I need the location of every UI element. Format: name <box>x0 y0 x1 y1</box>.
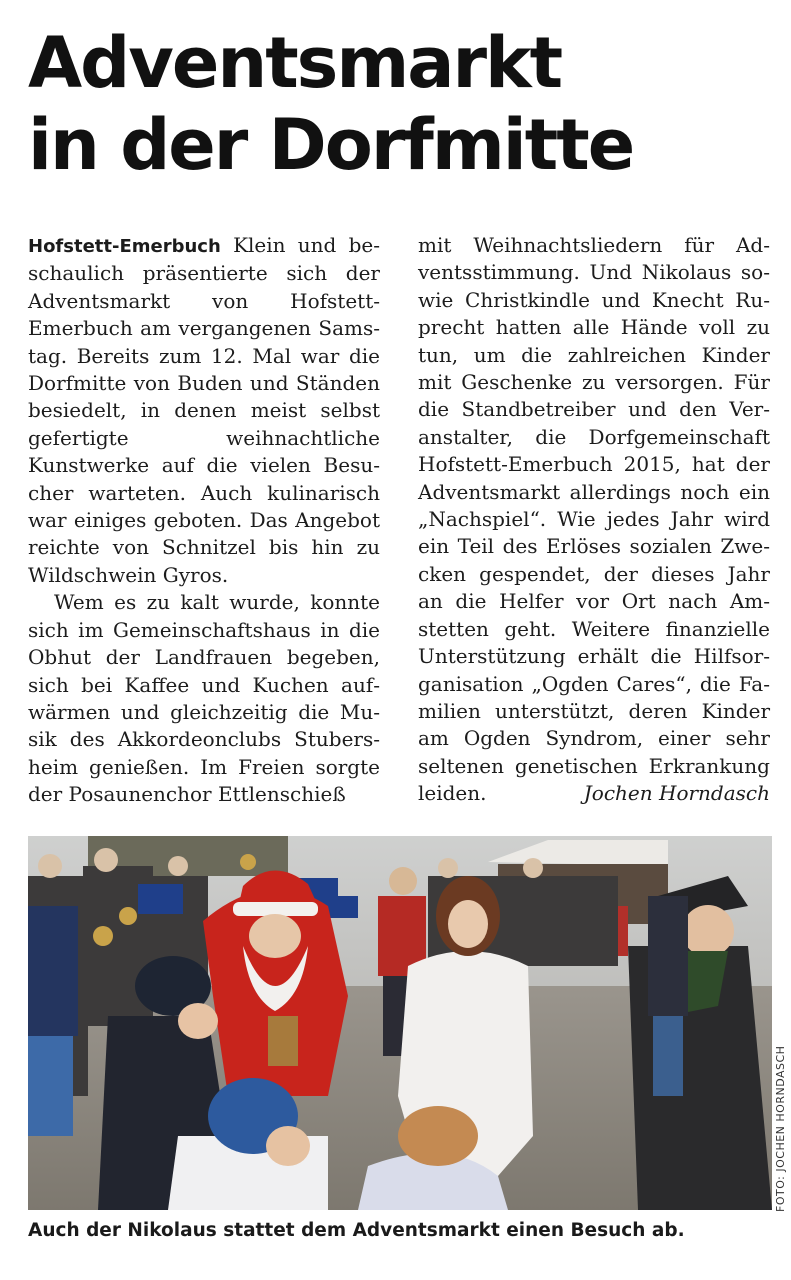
photo-illustration <box>28 836 772 1210</box>
headline-line-2: in der Dorfmitte <box>28 104 634 186</box>
paragraph-1-text: Klein und beschaulich präsentierte sich der Adventsmarkt von Hofstett-Emerbuch am vergangenen Samstag. Bereits zum 12. Mal war die Dorfmitte von Buden und Ständen besiedelt, in denen meist selbst gefertigte weihnachtliche Kunstwerke auf die vielen Besucher warteten. Auch kulinarisch war einiges geboten. Das Angebot reichte von Schnitzel bis hin zu Wildschwein Gyros. <box>28 233 380 587</box>
dateline: Hofstett-Emerbuch <box>28 236 221 257</box>
paragraph-2-text-b: mit Weihnachtsliedern für Adventsstimmung. Und Nikolaus sowie Christkindle und Knecht Ruprecht hatten alle Hände voll zu tun, um die zahlreichen Kinder mit Geschenke zu versorgen. Für die Standbetreiber und den Veranstalter, die Dorfgemeinschaft Hofstett-Emerbuch 2015, hat der Adventsmarkt allerdings noch ein „Nachspiel“. Wie jedes Jahr wird ein Teil des Erlöses sozialen Zwecken gespendet, der dieses Jahr an die Helfer vor Ort nach Amstetten geht. Weitere finanzielle Unterstützung erhält die Hilfsorganisation „Ogden Cares“, die Familien unterstützt, deren Kinder am Ogden Syndrom, einer sehr seltenen genetischen Erkrankung leiden. <box>418 233 770 806</box>
paragraph-2-part-2 <box>418 232 770 808</box>
headline-line-1: Adventsmarkt <box>28 22 562 104</box>
paragraph-2-part-1 <box>28 589 380 808</box>
author-byline: Jochen Horndasch <box>583 781 770 806</box>
paragraph-1 <box>28 232 380 589</box>
headline <box>28 22 768 186</box>
article-column-left <box>28 232 380 809</box>
photo-credit: FOTO: JOCHEN HORNDASCH <box>774 1045 787 1212</box>
article-column-right <box>418 232 770 808</box>
article-photo <box>28 836 772 1210</box>
paragraph-2-text-a: Wem es zu kalt wurde, konnte sich im Gemeinschaftshaus in die Obhut der Landfrauen begeben, sich bei Kaffee und Kuchen aufwärmen und gleichzeitig die Musik des Akkordeonclubs Stubersheim genießen. Im Freien sorgte der Posaunenchor Ettlenschieß <box>28 590 380 807</box>
photo-caption: Auch der Nikolaus stattet dem Adventsmarkt einen Besuch ab. <box>28 1220 685 1241</box>
